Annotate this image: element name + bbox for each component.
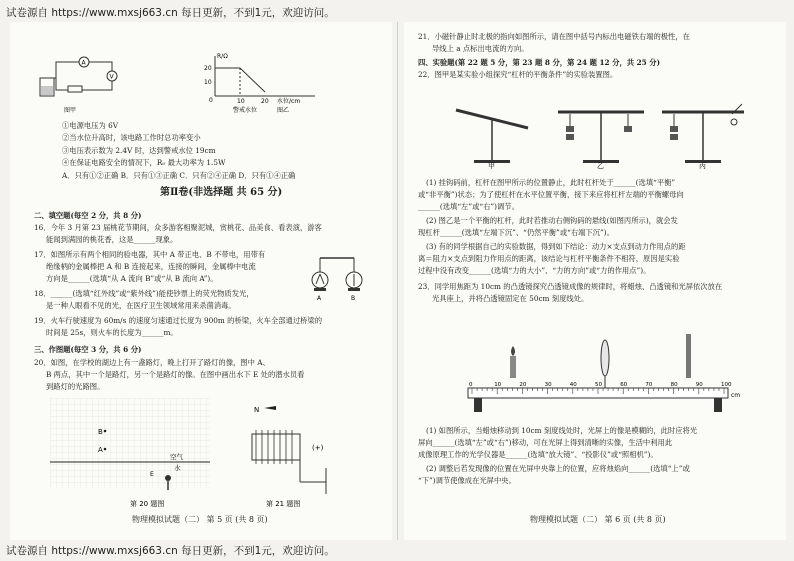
q22-text-2: 或“非平衡”)状态；为了使杠杆在水平位置平衡，接下来应将杠杆左端的平衡螺母向	[418, 190, 684, 199]
page-divider	[397, 22, 398, 540]
svg-text:乙: 乙	[597, 162, 604, 170]
svg-text:空气: 空气	[170, 453, 183, 461]
answer-choices: A．只有①②正确 B．只有①③正确 C．只有②④正确 D．只有①④正确	[62, 171, 296, 180]
scale-label: 40	[569, 382, 577, 388]
option-4: ④在保证电路安全的情况下，R₀ 最大功率为 1.5W	[62, 158, 226, 167]
q23-text-5: “下”)调节使像成在光屏中央。	[418, 476, 516, 485]
scale-label: 30	[544, 382, 552, 388]
electroscope-figure	[310, 250, 364, 302]
svg-text:甲: 甲	[488, 162, 495, 170]
scale-label: 10	[494, 382, 502, 388]
lever-figures	[448, 86, 748, 168]
svg-text:0: 0	[209, 97, 213, 104]
q23-line1: 23．同学用焦距为 10cm 的凸透镜探究凸透镜成像的规律时，将蜡烛、凸透镜和光屏依次放在	[418, 282, 723, 291]
top-watermark: 试卷源自 https://www.mxsj663.cn 每日更新，不到1元，欢迎访问。	[6, 7, 335, 19]
q23-text-2: 屏向______(选填“左”或“右”)移动，可在光屏上得到清晰的实像，生活中利用此	[418, 438, 673, 447]
q23-text-4: (2) 调整后若发现像的位置在光屏中央靠上的位置，应将烛焰向______(选填“上”或	[426, 464, 690, 473]
resistance-graph	[195, 52, 325, 118]
q23-text-1: (1) 如图所示，当蜡烛移动到 10cm 刻度线处时，光屏上的像是模糊的，此时应将光	[426, 426, 698, 435]
q20-line3: 到路灯的光路图。	[46, 382, 105, 391]
q16-line1: 16．今年 3 月第 23 届桃花节期间，众多游客相聚泥城，赏桃花、品美食、看表演，游客	[34, 223, 322, 232]
scale-label: 50	[595, 382, 602, 388]
q22-text-8: 过程中没有改变______(选填“力的大小”、“力的方向”或“力的作用点”)。	[418, 266, 651, 275]
q17-line3: 方向是______(选填“从 A 流向 B”或“从 B 流向 A”)。	[46, 274, 218, 283]
svg-text:20: 20	[204, 65, 212, 72]
circuit-figure	[38, 56, 150, 118]
svg-text:N: N	[254, 406, 260, 414]
svg-text:cm: cm	[731, 392, 741, 399]
diver-icon	[165, 475, 171, 481]
q18-line2: 是一种人眼看不见的光，在医疗卫生领域常用来杀菌消毒。	[46, 301, 236, 310]
weight-icon	[566, 126, 574, 132]
q18-line1: 18．______(选填“红外线”或“紫外线”)能使钞票上的荧光物质发光，	[34, 289, 254, 298]
svg-text:水位/cm: 水位/cm	[277, 98, 301, 105]
bottom-watermark: 试卷源自 https://www.mxsj663.cn 每日更新，不到1元，欢迎访问。	[6, 545, 335, 557]
optical-bench	[448, 310, 748, 420]
svg-text:V: V	[109, 73, 114, 81]
q21-line1: 21．小磁针静止时北极的指向如图所示，请在图中括号内标出电磁铁右端的极性，在	[418, 32, 690, 41]
point-a: A	[98, 446, 103, 454]
section-3-title: 三、作图题(每空 3 分，共 6 分)	[34, 345, 142, 354]
svg-text:A: A	[317, 295, 322, 302]
svg-text:第 20 题图: 第 20 题图	[130, 500, 165, 508]
option-1: ①电源电压为 6V	[62, 121, 119, 130]
svg-text:警戒水位: 警戒水位	[233, 107, 258, 114]
q23-text-3: 成像原理工作的光学仪器是______(选填“放大镜”、“投影仪”或“照相机”)。	[418, 450, 658, 459]
q19-line1: 19．火车行驶速度为 60m/s 的速度匀速通过长度为 900m 的桥梁，火车全部通过桥梁的	[34, 316, 323, 325]
q17-line2: 绝缘柄的金属棒把 A 和 B 连接起来，连接的瞬间，金属棒中电流	[46, 262, 256, 271]
option-3: ③电压表示数为 2.4V 时，达到警戒水位 19cm	[62, 146, 216, 155]
q23-line2: 光具座上，并将凸透镜固定在 50cm 刻度线处。	[432, 294, 589, 303]
option-2: ②当水位升高时，该电路工作时总功率变小	[62, 133, 201, 142]
q22-text-1: (1) 挂钩码前，杠杆在图甲所示的位置静止，此时杠杆处于______(选填“平衡”	[426, 178, 676, 187]
svg-text:丙: 丙	[699, 162, 706, 170]
lens-icon	[601, 340, 609, 388]
q20-line2: B 两点，其中一个是路灯，另一个是路灯的像。在图中画出水下 E 处的潜水员看	[46, 370, 305, 379]
fig-caption-jia: 图甲	[64, 107, 77, 114]
scale-label: 70	[645, 382, 653, 388]
svg-text:水: 水	[174, 464, 181, 472]
q22-text-7: 离＝阻力×支点到阻力作用点的距离，该结论与杠杆平衡条件不相符，原因是实验	[418, 254, 680, 263]
q22-text-6: (3) 有的同学根据自己的实验数据，得到如下结论：动力×支点到动力作用点的距	[426, 242, 686, 251]
svg-text:图乙: 图乙	[277, 107, 290, 114]
q20-line1: 20．如图，在学校的湖边上有一盏路灯，晚上打开了路灯的像，图中 A、	[34, 358, 270, 367]
svg-text:10: 10	[237, 98, 245, 105]
left-footer: 物理模拟试题（二） 第 5 页 (共 8 页)	[132, 515, 268, 524]
q16-line2: 能闻到满园的桃花香，这是______现象。	[46, 235, 178, 244]
screen-icon	[686, 334, 691, 378]
point-b: B	[98, 428, 103, 436]
exam-page-6	[404, 22, 786, 540]
svg-text:R/Ω: R/Ω	[217, 53, 228, 60]
svg-text:E: E	[150, 471, 154, 478]
svg-text:10: 10	[204, 79, 212, 86]
svg-text:20: 20	[261, 98, 269, 105]
scale-label: 0	[469, 382, 473, 388]
volume-title: 第Ⅱ卷(非选择题 共 65 分)	[160, 187, 283, 198]
svg-text:A: A	[81, 59, 86, 67]
scale-label: 90	[695, 382, 703, 388]
scale-label: 80	[670, 382, 678, 388]
scale-label: 100	[721, 382, 732, 388]
scale-label: 20	[519, 382, 527, 388]
svg-text:(+): (+)	[312, 444, 324, 452]
q17-line1: 17．如图所示有两个相同的验电器，其中 A 带正电、B 不带电，用带有	[34, 250, 266, 259]
q22-text-5: 现杠杆______(选填“左端下沉”、“仍然平衡”或“右端下沉”)。	[418, 228, 614, 237]
candle-icon	[510, 346, 516, 378]
section-4-title: 四、实验题(第 22 题 5 分，第 23 题 8 分，第 24 题 12 分，共 25 分)	[418, 58, 661, 67]
exam-page-5	[10, 22, 392, 540]
q21-line2: 导线上 a 点标出电流的方向。	[432, 44, 529, 53]
q21-diagram	[242, 398, 352, 508]
svg-text:B: B	[351, 295, 356, 302]
section-2-title: 二、填空题(每空 2 分，共 8 分)	[34, 211, 142, 220]
q22-text-3: ______(选填“左”或“右”)调节。	[418, 202, 519, 211]
scale-label: 60	[620, 382, 628, 388]
q22-text-4: (2) 图乙是一个平衡的杠杆，此时若推动右侧钩码的悬线(如图丙所示)，就会发	[426, 216, 678, 225]
q19-line2: 时间是 25s，则火车的长度为______m。	[46, 328, 178, 337]
q20-diagram	[50, 398, 220, 508]
q22-title: 22．图甲是某实验小组探究“杠杆的平衡条件”的实验装置图。	[418, 70, 618, 79]
right-footer: 物理模拟试题（二） 第 6 页 (共 8 页)	[530, 515, 666, 524]
compass-needle-icon	[264, 406, 276, 410]
svg-text:第 21 题图: 第 21 题图	[266, 500, 301, 508]
